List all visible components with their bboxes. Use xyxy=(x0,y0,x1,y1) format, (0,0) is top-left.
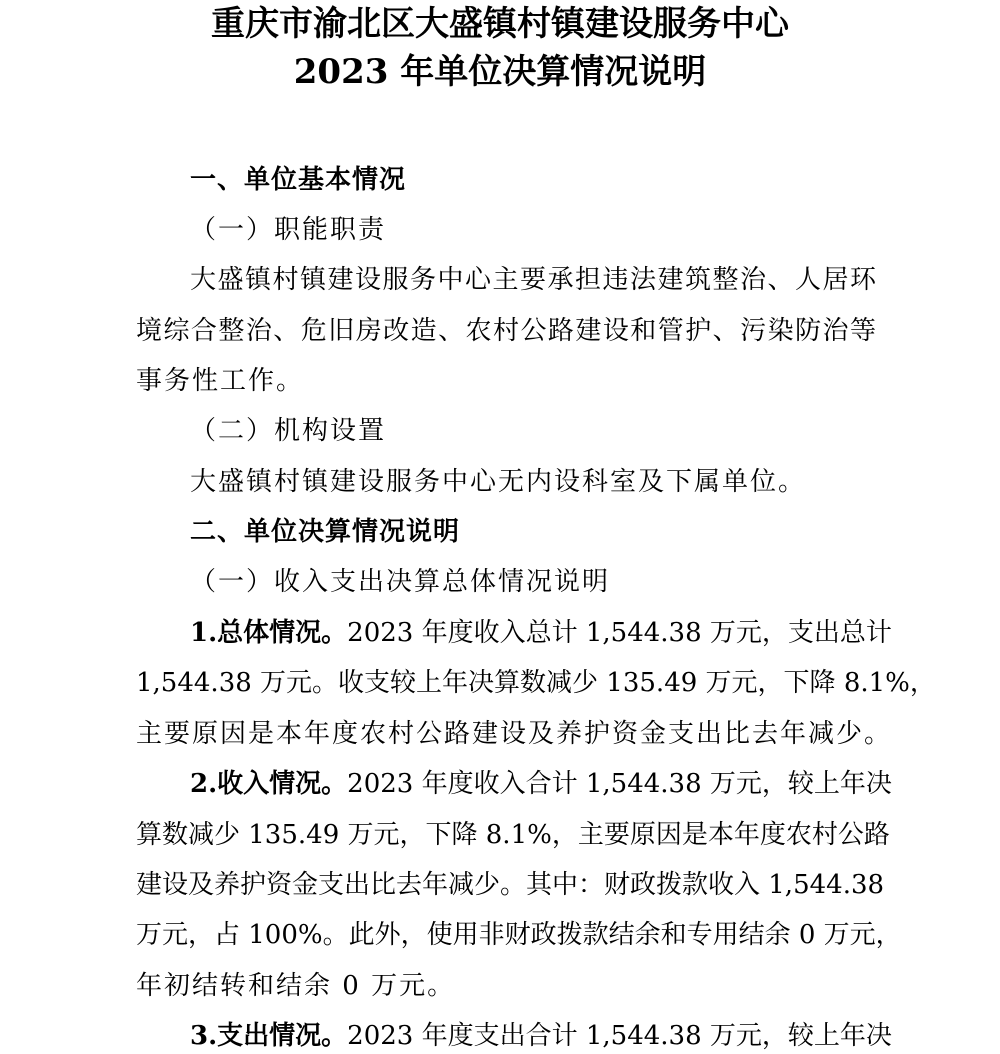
paragraph-line: 算数减少 135.49 万元，下降 8.1%，主要原因是本年度农村公路 xyxy=(136,820,890,850)
paragraph-line: 1,544.38 万元。收支较上年决算数减少 135.49 万元，下降 8.1%， xyxy=(136,668,936,698)
paragraph-line: 境综合整治、危旧房改造、农村公路建设和管护、污染防治等 xyxy=(136,316,876,346)
paragraph-text: 2023 年度收入合计 1,544.38 万元，较上年决 xyxy=(347,769,892,799)
paragraph-line: 万元，占 100%。此外，使用非财政拨款结余和专用结余 0 万元， xyxy=(136,920,902,950)
paragraph-label-expenditure: 3.支出情况。 xyxy=(190,1021,348,1051)
paragraph-line: 大盛镇村镇建设服务中心主要承担违法建筑整治、人居环 xyxy=(190,265,876,295)
paragraph-line: 年初结转和结余 0 万元。 xyxy=(136,971,456,1001)
subheading-organization: （二）机构设置 xyxy=(190,416,387,446)
subheading-income-expenditure: （一）收入支出决算总体情况说明 xyxy=(190,567,611,597)
paragraph-text: 2023 年度支出合计 1,544.38 万元，较上年决 xyxy=(347,1021,892,1051)
paragraph-line xyxy=(190,616,892,650)
section-heading-final-accounts: 二、单位决算情况说明 xyxy=(190,517,461,547)
paragraph-label-overall: 1.总体情况。 xyxy=(190,618,348,648)
paragraph-label-income: 2.收入情况。 xyxy=(190,769,348,799)
paragraph-text: 2023 年度收入总计 1,544.38 万元，支出总计 xyxy=(347,618,892,648)
paragraph-line: 大盛镇村镇建设服务中心无内设科室及下属单位。 xyxy=(190,467,807,497)
paragraph-line xyxy=(190,1019,892,1053)
paragraph-line: 事务性工作。 xyxy=(136,366,305,396)
paragraph-line: 主要原因是本年度农村公路建设及养护资金支出比去年减少。 xyxy=(136,719,893,749)
paragraph-line: 建设及养护资金支出比去年减少。其中：财政拨款收入 1,544.38 xyxy=(136,870,885,900)
subheading-functions: （一）职能职责 xyxy=(190,215,387,245)
section-heading-basic-info: 一、单位基本情况 xyxy=(190,165,407,195)
document-title-line-2: 2023 年单位决算情况说明 xyxy=(293,52,707,92)
paragraph-line xyxy=(190,767,892,801)
document-title-line-1: 重庆市渝北区大盛镇村镇建设服务中心 xyxy=(211,4,789,44)
